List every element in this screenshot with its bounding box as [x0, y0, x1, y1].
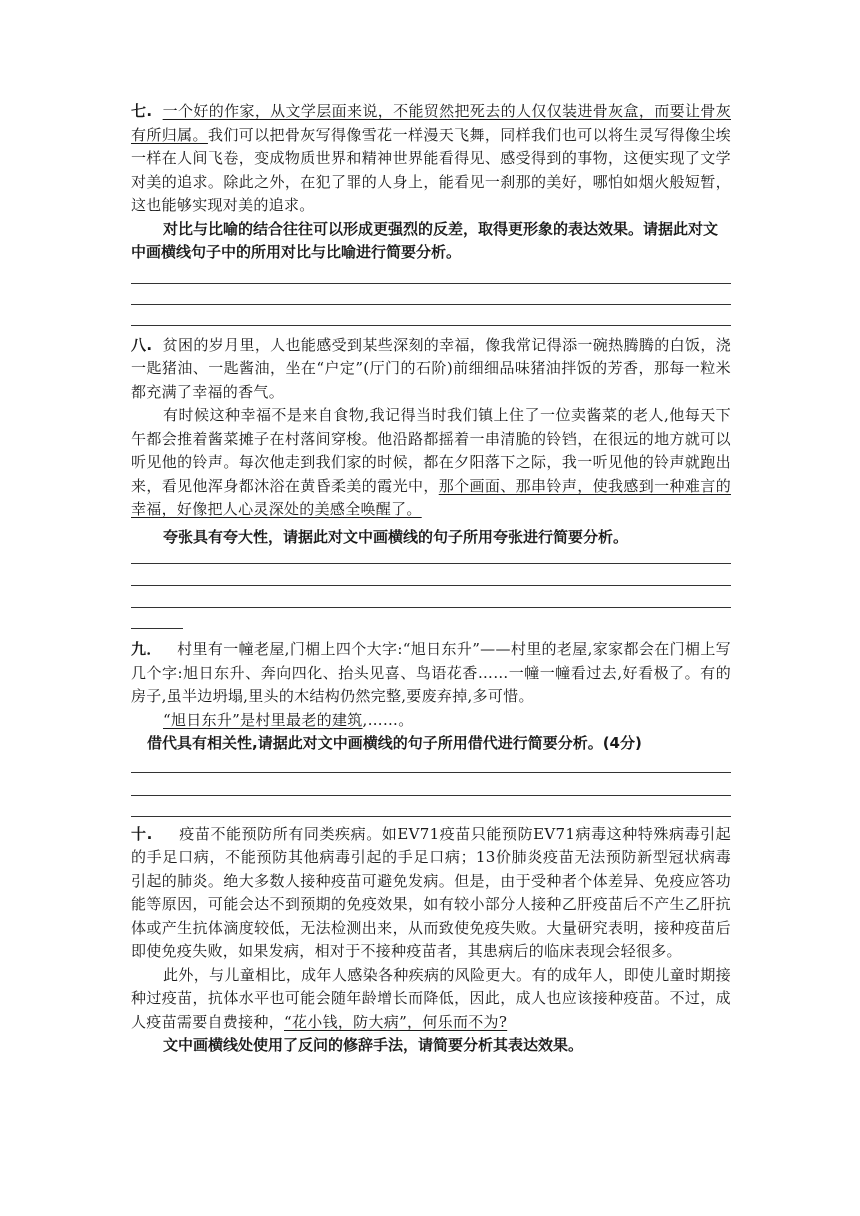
q8-paragraph-1	[131, 334, 731, 405]
question-9	[131, 638, 731, 817]
question-8	[131, 334, 731, 630]
q9-paragraph-1	[131, 638, 731, 709]
q9-tail-text: ,……。	[362, 710, 414, 729]
q8-underlined-sentence: 那个画面、那串铃声，使我感到一种难言的幸福，好像把人心灵深处的美感全唤醒了。	[131, 476, 731, 518]
q10-question: 文中画横线处使用了反问的修辞手法，请简要分析其表达效果。	[163, 1036, 584, 1054]
q9-para1-text: 村里有一幢老屋,门楣上四个大字:“旭日东升”——村里的老屋,家家都会在门楣上写几个字:旭日东升、奔向四化、抬头见喜、鸟语花香……一幢一幢看过去,好看极了。有的房子,虽半边坍塌,里头的木结构仍然完整,要废弃掉,多可惜。	[131, 640, 731, 705]
q10-underlined-sentence: “花小钱，防大病”，何乐而不为?	[284, 1012, 508, 1031]
q7-text: 我们可以把骨灰写得像雪花一样漫天飞舞，同样我们也可以将生灵写得像尘埃一样在人间飞卷，变成物质世界和精神世界能看得见、感受得到的事物，这便实现了文学对美的追求。除此之外，在犯了罪的人身上，能看见一刹那的美好，哪怕如烟火般短暂，这也能够实现对美的追求。	[131, 125, 731, 214]
question-7	[131, 100, 731, 326]
q9-number: 九．	[131, 640, 162, 658]
q10-para1-text: 疫苗不能预防所有同类疾病。如EV71疫苗只能预防EV71病毒这种特殊病毒引起的手足口病，不能预防其他病毒引起的手足口病；13价肺炎疫苗无法预防新型冠状病毒引起的肺炎。绝大多数人接种疫苗可避免发病。但是，由于受种者个体差异、免疫应答功能等原因，可能会达不到预期的免疫效果，如有较小部分人接种乙肝疫苗后不产生乙肝抗体或产生抗体滴度较低，无法检测出来，从而致使免疫失败。大量研究表明，接种疫苗后即使免疫失败，如果发病，相对于不接种疫苗者，其患病后的临床表现会轻很多。	[131, 824, 731, 960]
q8-para1-text: 贫困的岁月里，人也能感受到某些深刻的幸福，像我常记得添一碗热腾腾的白饭，浇一匙猪油、一匙酱油，坐在“户定”(厅门的石阶)前细细品味猪油拌饭的芳香，那每一粒米都充满了幸福的香气。	[131, 335, 731, 401]
q8-question: 夸张具有夸大性，请据此对文中画横线的句子所用夸张进行简要分析。	[163, 527, 629, 546]
worksheet	[131, 100, 731, 1058]
q9-paragraph-2	[131, 709, 731, 733]
q9-question: 借代具有相关性,请据此对文中画横线的句子所用借代进行简要分析。(4分)	[147, 734, 642, 752]
q8-paragraph-2	[131, 404, 731, 522]
question-10	[131, 823, 731, 1058]
q10-paragraph-1	[131, 823, 731, 964]
q7-number: 七.	[131, 102, 153, 120]
q10-para2-text: 此外，与儿童相比，成年人感染各种疾病的风险更大。有的成年人，即使儿童时期接种过疫苗，抗体水平也可能会随年龄增长而降低，因此，成人也应该接种疫苗。不过，成人疫苗需要自费接种，	[131, 965, 731, 1031]
q8-para2-text: 有时候这种幸福不是来自食物,我记得当时我们镇上住了一位卖酱菜的老人,他每天下午都会推着酱菜摊子在村落间穿梭。他沿路都摇着一串清脆的铃铛，在很远的地方就可以听见他的铃声。每次他走到我们家的时候，都在夕阳落下之际，我一听见他的铃声就跑出来，看见他浑身都沐浴在黄昏柔美的霞光中，	[131, 406, 731, 495]
q10-paragraph-2	[131, 964, 731, 1035]
q9-underlined-sentence: “旭日东升”是村里最老的建筑	[163, 710, 363, 729]
q7-underlined-sentence: 一个好的作家，从文学层面来说，不能贸然把死去的人仅仅装进骨灰盒，而要让骨灰有所归属。	[131, 102, 731, 144]
q8-number: 八.	[131, 335, 153, 354]
q7-passage	[131, 100, 731, 218]
q10-number: 十.	[131, 824, 153, 843]
q7-question: 对比与比喻的结合往往可以形成更强烈的反差，取得更形象的表达效果。请据此对文中画横线句子中的所用对比与比喻进行简要分析。	[131, 219, 719, 261]
